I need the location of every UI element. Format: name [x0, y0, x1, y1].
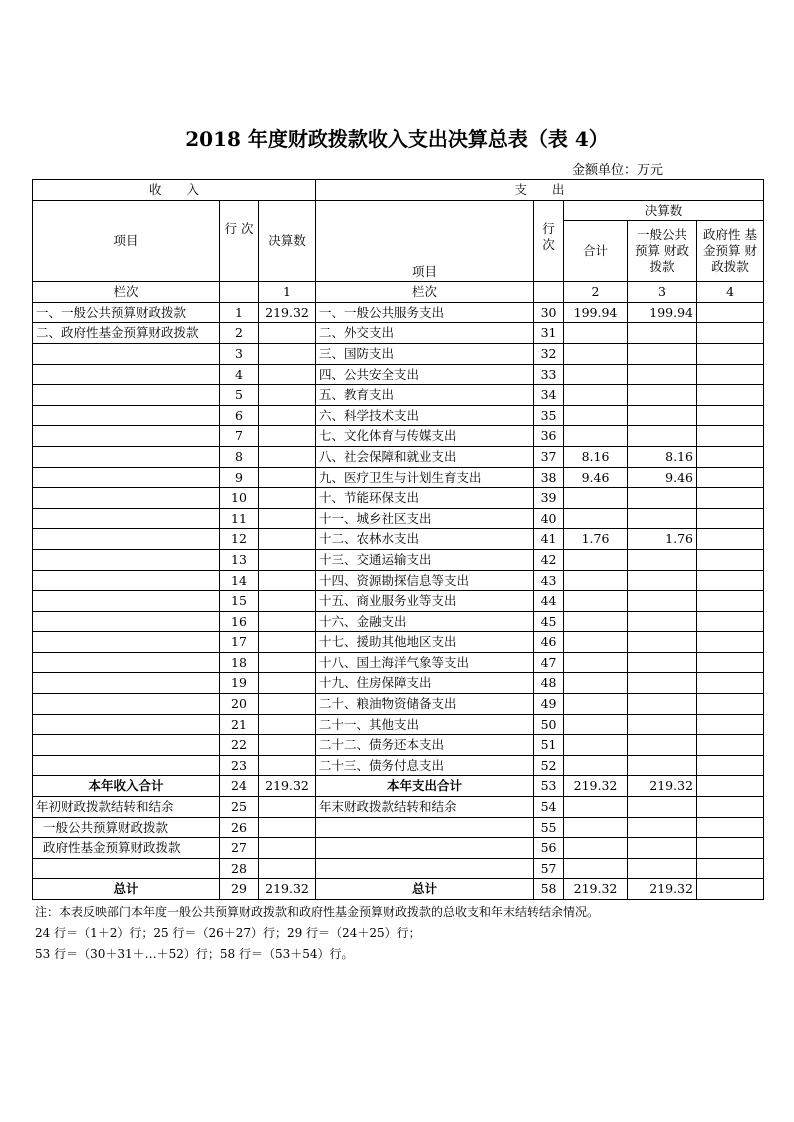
table-row	[33, 817, 764, 838]
income-row-no-cell: 20	[220, 694, 259, 715]
expense-item-cell: 十一、城乡社区支出	[316, 508, 534, 529]
expense-total-cell	[564, 405, 628, 426]
expense-total-cell	[564, 343, 628, 364]
expense-total-cell: 9.46	[564, 467, 628, 488]
expense-row-no-cell: 54	[534, 797, 564, 818]
income-amount-cell	[259, 673, 316, 694]
income-amount-cell	[259, 632, 316, 653]
income-item-cell	[33, 529, 220, 550]
expense-general-cell: 219.32	[628, 776, 697, 797]
income-row-no-cell: 13	[220, 549, 259, 570]
income-amount-cell	[259, 529, 316, 550]
expense-fund-cell	[697, 385, 764, 406]
table-row	[33, 714, 764, 735]
income-item-cell	[33, 446, 220, 467]
note-line: 24 行＝（1＋2）行；25 行＝（26＋27）行；29 行＝（24＋25）行；	[35, 926, 421, 940]
expense-fund-cell	[697, 632, 764, 653]
expense-item-cell	[316, 838, 534, 859]
income-amount-cell	[259, 323, 316, 344]
income-amount-cell	[259, 838, 316, 859]
table-row	[33, 858, 764, 879]
expense-fund-cell	[697, 549, 764, 570]
expense-general-cell	[628, 549, 697, 570]
expense-fund-cell	[697, 302, 764, 323]
income-row-no-cell: 21	[220, 714, 259, 735]
expense-fund-cell	[697, 611, 764, 632]
expense-item-cell: 九、医疗卫生与计划生育支出	[316, 467, 534, 488]
expense-total-cell: 219.32	[564, 879, 628, 900]
expense-row-no-cell: 41	[534, 529, 564, 550]
table-row	[33, 467, 764, 488]
table-row	[33, 302, 764, 323]
income-amount-cell	[259, 714, 316, 735]
expense-row-no-cell: 55	[534, 817, 564, 838]
expense-general-cell: 199.94	[628, 302, 697, 323]
expense-row-no-cell: 38	[534, 467, 564, 488]
expense-total-cell	[564, 858, 628, 879]
expense-row-no-cell: 50	[534, 714, 564, 735]
income-item-cell	[33, 508, 220, 529]
income-item-cell	[33, 343, 220, 364]
income-row-no-cell: 10	[220, 488, 259, 509]
expense-general-cell	[628, 735, 697, 756]
expense-item-header: 项目	[316, 200, 534, 282]
table-row	[33, 694, 764, 715]
expense-total-cell	[564, 549, 628, 570]
expense-total-cell: 1.76	[564, 529, 628, 550]
expense-total-cell	[564, 673, 628, 694]
income-amount-cell: 219.32	[259, 302, 316, 323]
expense-fund-cell	[697, 529, 764, 550]
income-item-cell	[33, 632, 220, 653]
expense-total-cell	[564, 570, 628, 591]
expense-row-no-cell: 43	[534, 570, 564, 591]
income-item-cell	[33, 467, 220, 488]
col-number-3: 3	[628, 282, 697, 303]
table-row	[33, 755, 764, 776]
income-row-no-header: 行 次	[220, 200, 259, 282]
expense-row-no-cell: 51	[534, 735, 564, 756]
expense-item-cell: 十六、金融支出	[316, 611, 534, 632]
table-row	[33, 488, 764, 509]
income-amount-cell	[259, 385, 316, 406]
expense-general-cell: 1.76	[628, 529, 697, 550]
col-label-right: 栏次	[316, 282, 534, 303]
income-row-no-cell: 17	[220, 632, 259, 653]
expense-total-cell	[564, 364, 628, 385]
expense-row-no-cell: 42	[534, 549, 564, 570]
expense-general-cell	[628, 755, 697, 776]
expense-total-cell: 219.32	[564, 776, 628, 797]
income-amount-cell	[259, 426, 316, 447]
col-label-left: 栏次	[33, 282, 220, 303]
col-number-2: 2	[564, 282, 628, 303]
expense-total-cell: 199.94	[564, 302, 628, 323]
table-row	[33, 879, 764, 900]
expense-header: 支 出	[316, 180, 764, 201]
expense-general-cell	[628, 591, 697, 612]
income-item-cell	[33, 364, 220, 385]
expense-row-no-cell: 44	[534, 591, 564, 612]
income-row-no-cell: 3	[220, 343, 259, 364]
income-amount-cell	[259, 755, 316, 776]
income-row-no-cell: 27	[220, 838, 259, 859]
table-row	[33, 632, 764, 653]
income-amount-cell: 219.32	[259, 879, 316, 900]
expense-fund-cell	[697, 652, 764, 673]
expense-fund-cell	[697, 735, 764, 756]
expense-total-cell	[564, 797, 628, 818]
expense-total-cell	[564, 323, 628, 344]
table-row	[33, 426, 764, 447]
expense-row-no-cell: 58	[534, 879, 564, 900]
expense-row-no-cell: 39	[534, 488, 564, 509]
expense-general-cell	[628, 611, 697, 632]
expense-general-cell	[628, 652, 697, 673]
expense-fund-cell	[697, 591, 764, 612]
expense-item-cell: 十八、国土海洋气象等支出	[316, 652, 534, 673]
expense-general-cell	[628, 364, 697, 385]
expense-total-cell	[564, 755, 628, 776]
table-row	[33, 446, 764, 467]
expense-total-cell: 8.16	[564, 446, 628, 467]
expense-item-cell: 十二、农林水支出	[316, 529, 534, 550]
expense-item-cell	[316, 817, 534, 838]
table-row	[33, 570, 764, 591]
income-item-cell	[33, 673, 220, 694]
income-row-no-cell: 23	[220, 755, 259, 776]
income-amount-cell	[259, 570, 316, 591]
expense-item-cell: 年末财政拨款结转和结余	[316, 797, 534, 818]
income-item-cell	[33, 735, 220, 756]
expense-total-cell	[564, 714, 628, 735]
expense-fund-cell	[697, 714, 764, 735]
expense-total-cell	[564, 591, 628, 612]
income-row-no-cell: 18	[220, 652, 259, 673]
income-row-no-cell: 9	[220, 467, 259, 488]
income-amount-cell: 219.32	[259, 776, 316, 797]
expense-item-cell: 总计	[316, 879, 534, 900]
income-row-no-cell: 4	[220, 364, 259, 385]
expense-fund-cell	[697, 343, 764, 364]
expense-general-cell	[628, 632, 697, 653]
table-row	[33, 405, 764, 426]
expense-general-cell	[628, 343, 697, 364]
expense-row-no-cell: 32	[534, 343, 564, 364]
general-budget-header: 一般公共 预算 财政拨款	[628, 221, 697, 282]
income-amount-cell	[259, 735, 316, 756]
expense-general-cell	[628, 858, 697, 879]
expense-total-cell	[564, 385, 628, 406]
expense-item-cell	[316, 858, 534, 879]
income-amount-cell	[259, 817, 316, 838]
income-item-cell	[33, 426, 220, 447]
income-row-no-cell: 2	[220, 323, 259, 344]
expense-fund-cell	[697, 364, 764, 385]
income-item-cell	[33, 591, 220, 612]
header-row-1	[33, 180, 764, 201]
expense-general-cell	[628, 570, 697, 591]
expense-row-no-cell: 48	[534, 673, 564, 694]
expense-fund-cell	[697, 838, 764, 859]
expense-item-cell: 十三、交通运输支出	[316, 549, 534, 570]
expense-row-no-cell: 53	[534, 776, 564, 797]
expense-general-cell	[628, 817, 697, 838]
expense-item-cell: 二十一、其他支出	[316, 714, 534, 735]
expense-fund-cell	[697, 323, 764, 344]
col-number-1: 1	[259, 282, 316, 303]
income-item-cell: 一般公共预算财政拨款	[33, 817, 220, 838]
page-title: 2018 年度财政拨款收入支出决算总表（表 4）	[185, 127, 609, 151]
expense-item-cell: 八、社会保障和就业支出	[316, 446, 534, 467]
expense-total-cell	[564, 817, 628, 838]
expense-general-cell	[628, 405, 697, 426]
expense-total-cell	[564, 632, 628, 653]
income-row-no-cell: 1	[220, 302, 259, 323]
column-number-row	[33, 282, 764, 303]
expense-fund-cell	[697, 467, 764, 488]
expense-row-no-cell: 49	[534, 694, 564, 715]
expense-item-cell: 四、公共安全支出	[316, 364, 534, 385]
expense-item-cell: 二十二、债务还本支出	[316, 735, 534, 756]
expense-row-no-cell: 35	[534, 405, 564, 426]
expense-item-cell: 十七、援助其他地区支出	[316, 632, 534, 653]
expense-item-cell: 二、外交支出	[316, 323, 534, 344]
income-header: 收 入	[33, 180, 316, 201]
income-row-no-cell: 22	[220, 735, 259, 756]
expense-row-no-cell: 36	[534, 426, 564, 447]
fund-budget-header: 政府性 基金预算 财政拨款	[697, 221, 764, 282]
expense-fund-cell	[697, 879, 764, 900]
expense-total-cell	[564, 426, 628, 447]
income-amount-cell	[259, 343, 316, 364]
expense-total-cell	[564, 838, 628, 859]
expense-general-cell: 8.16	[628, 446, 697, 467]
income-row-no-cell: 26	[220, 817, 259, 838]
income-row-no-cell: 7	[220, 426, 259, 447]
table-row	[33, 529, 764, 550]
table-row	[33, 838, 764, 859]
expense-row-no-cell: 31	[534, 323, 564, 344]
expense-row-no-cell: 56	[534, 838, 564, 859]
expense-item-cell: 二十、粮油物资储备支出	[316, 694, 534, 715]
expense-fund-cell	[697, 488, 764, 509]
income-amount-cell	[259, 405, 316, 426]
income-amount-cell	[259, 652, 316, 673]
income-row-no-cell: 25	[220, 797, 259, 818]
expense-fund-cell	[697, 508, 764, 529]
expense-fund-cell	[697, 673, 764, 694]
expense-general-cell	[628, 838, 697, 859]
expense-row-no-cell: 33	[534, 364, 564, 385]
expense-item-cell: 本年支出合计	[316, 776, 534, 797]
expense-item-cell: 六、科学技术支出	[316, 405, 534, 426]
note-line: 53 行＝（30＋31＋…＋52）行；58 行＝（53＋54）行。	[35, 947, 354, 961]
expense-row-no-cell: 37	[534, 446, 564, 467]
table-row	[33, 776, 764, 797]
expense-total-cell	[564, 611, 628, 632]
expense-fund-cell	[697, 405, 764, 426]
income-amount-cell	[259, 694, 316, 715]
expense-item-cell: 二十三、债务付息支出	[316, 755, 534, 776]
income-row-no-cell: 8	[220, 446, 259, 467]
expense-item-cell: 十九、住房保障支出	[316, 673, 534, 694]
table-row	[33, 323, 764, 344]
income-item-cell: 年初财政拨款结转和结余	[33, 797, 220, 818]
expense-row-no-cell: 30	[534, 302, 564, 323]
expense-item-cell: 十、节能环保支出	[316, 488, 534, 509]
expense-general-cell	[628, 426, 697, 447]
expense-general-cell	[628, 323, 697, 344]
expense-total-cell	[564, 652, 628, 673]
income-item-cell: 本年收入合计	[33, 776, 220, 797]
expense-general-cell: 219.32	[628, 879, 697, 900]
expense-fund-cell	[697, 776, 764, 797]
expense-item-cell: 十四、资源勘探信息等支出	[316, 570, 534, 591]
income-item-cell	[33, 652, 220, 673]
footnote	[35, 902, 599, 965]
income-amount-cell	[259, 488, 316, 509]
expense-general-cell: 9.46	[628, 467, 697, 488]
income-item-cell	[33, 405, 220, 426]
income-item-header: 项目	[33, 200, 220, 282]
expense-row-no-header: 行 次	[534, 200, 564, 282]
income-item-cell	[33, 385, 220, 406]
expense-general-cell	[628, 714, 697, 735]
expense-fund-cell	[697, 570, 764, 591]
income-item-cell	[33, 549, 220, 570]
note-line: 注：本表反映部门本年度一般公共预算财政拨款和政府性基金预算财政拨款的总收支和年末结转结余情况。	[35, 905, 600, 919]
expense-item-cell: 三、国防支出	[316, 343, 534, 364]
income-amount-cell	[259, 364, 316, 385]
expense-row-no-cell: 34	[534, 385, 564, 406]
expense-row-no-cell: 40	[534, 508, 564, 529]
income-item-cell: 二、政府性基金预算财政拨款	[33, 323, 220, 344]
table-row	[33, 611, 764, 632]
income-item-cell: 一、一般公共预算财政拨款	[33, 302, 220, 323]
expense-total-cell	[564, 508, 628, 529]
table-row	[33, 652, 764, 673]
income-row-no-cell: 28	[220, 858, 259, 879]
expense-general-cell	[628, 385, 697, 406]
expense-fund-cell	[697, 797, 764, 818]
unit-label: 金额单位：万元	[572, 163, 664, 178]
expense-fund-cell	[697, 426, 764, 447]
income-row-no-cell: 5	[220, 385, 259, 406]
income-amount-cell	[259, 611, 316, 632]
expense-general-cell	[628, 488, 697, 509]
expense-row-no-cell: 46	[534, 632, 564, 653]
income-row-no-cell: 14	[220, 570, 259, 591]
income-item-cell	[33, 694, 220, 715]
expense-row-no-cell: 45	[534, 611, 564, 632]
income-amount-cell	[259, 446, 316, 467]
income-amount-cell	[259, 797, 316, 818]
expense-general-cell	[628, 694, 697, 715]
income-amount-cell	[259, 549, 316, 570]
table-row	[33, 508, 764, 529]
income-amount-cell	[259, 591, 316, 612]
amount-group-header: 决算数	[564, 200, 764, 221]
expense-fund-cell	[697, 446, 764, 467]
income-item-cell	[33, 755, 220, 776]
table-row	[33, 591, 764, 612]
income-item-cell: 政府性基金预算财政拨款	[33, 838, 220, 859]
income-row-no-cell: 6	[220, 405, 259, 426]
expense-item-cell: 七、文化体育与传媒支出	[316, 426, 534, 447]
expense-total-cell	[564, 488, 628, 509]
col-number-4: 4	[697, 282, 764, 303]
expense-item-cell: 十五、商业服务业等支出	[316, 591, 534, 612]
table-row	[33, 364, 764, 385]
income-row-no-cell: 19	[220, 673, 259, 694]
expense-row-no-cell: 47	[534, 652, 564, 673]
expense-fund-cell	[697, 694, 764, 715]
income-amount-header: 决算数	[259, 200, 316, 282]
table-row	[33, 549, 764, 570]
income-item-cell	[33, 858, 220, 879]
income-amount-cell	[259, 858, 316, 879]
table-row	[33, 673, 764, 694]
expense-row-no-cell: 57	[534, 858, 564, 879]
total-header: 合计	[564, 221, 628, 282]
expense-fund-cell	[697, 817, 764, 838]
expense-fund-cell	[697, 858, 764, 879]
budget-table	[32, 179, 764, 900]
expense-item-cell: 五、教育支出	[316, 385, 534, 406]
income-row-no-cell: 29	[220, 879, 259, 900]
expense-row-no-cell: 52	[534, 755, 564, 776]
income-row-no-cell: 11	[220, 508, 259, 529]
expense-total-cell	[564, 694, 628, 715]
income-row-no-cell: 12	[220, 529, 259, 550]
expense-total-cell	[564, 735, 628, 756]
income-amount-cell	[259, 467, 316, 488]
table-row	[33, 385, 764, 406]
income-amount-cell	[259, 508, 316, 529]
expense-general-cell	[628, 673, 697, 694]
table-row	[33, 735, 764, 756]
table-row	[33, 343, 764, 364]
header-row-2	[33, 200, 764, 221]
income-row-no-cell: 15	[220, 591, 259, 612]
income-item-cell	[33, 488, 220, 509]
income-item-cell	[33, 611, 220, 632]
expense-general-cell	[628, 508, 697, 529]
income-item-cell: 总计	[33, 879, 220, 900]
table-row	[33, 797, 764, 818]
expense-item-cell: 一、一般公共服务支出	[316, 302, 534, 323]
income-item-cell	[33, 570, 220, 591]
income-item-cell	[33, 714, 220, 735]
expense-general-cell	[628, 797, 697, 818]
income-row-no-cell: 16	[220, 611, 259, 632]
income-row-no-cell: 24	[220, 776, 259, 797]
expense-fund-cell	[697, 755, 764, 776]
